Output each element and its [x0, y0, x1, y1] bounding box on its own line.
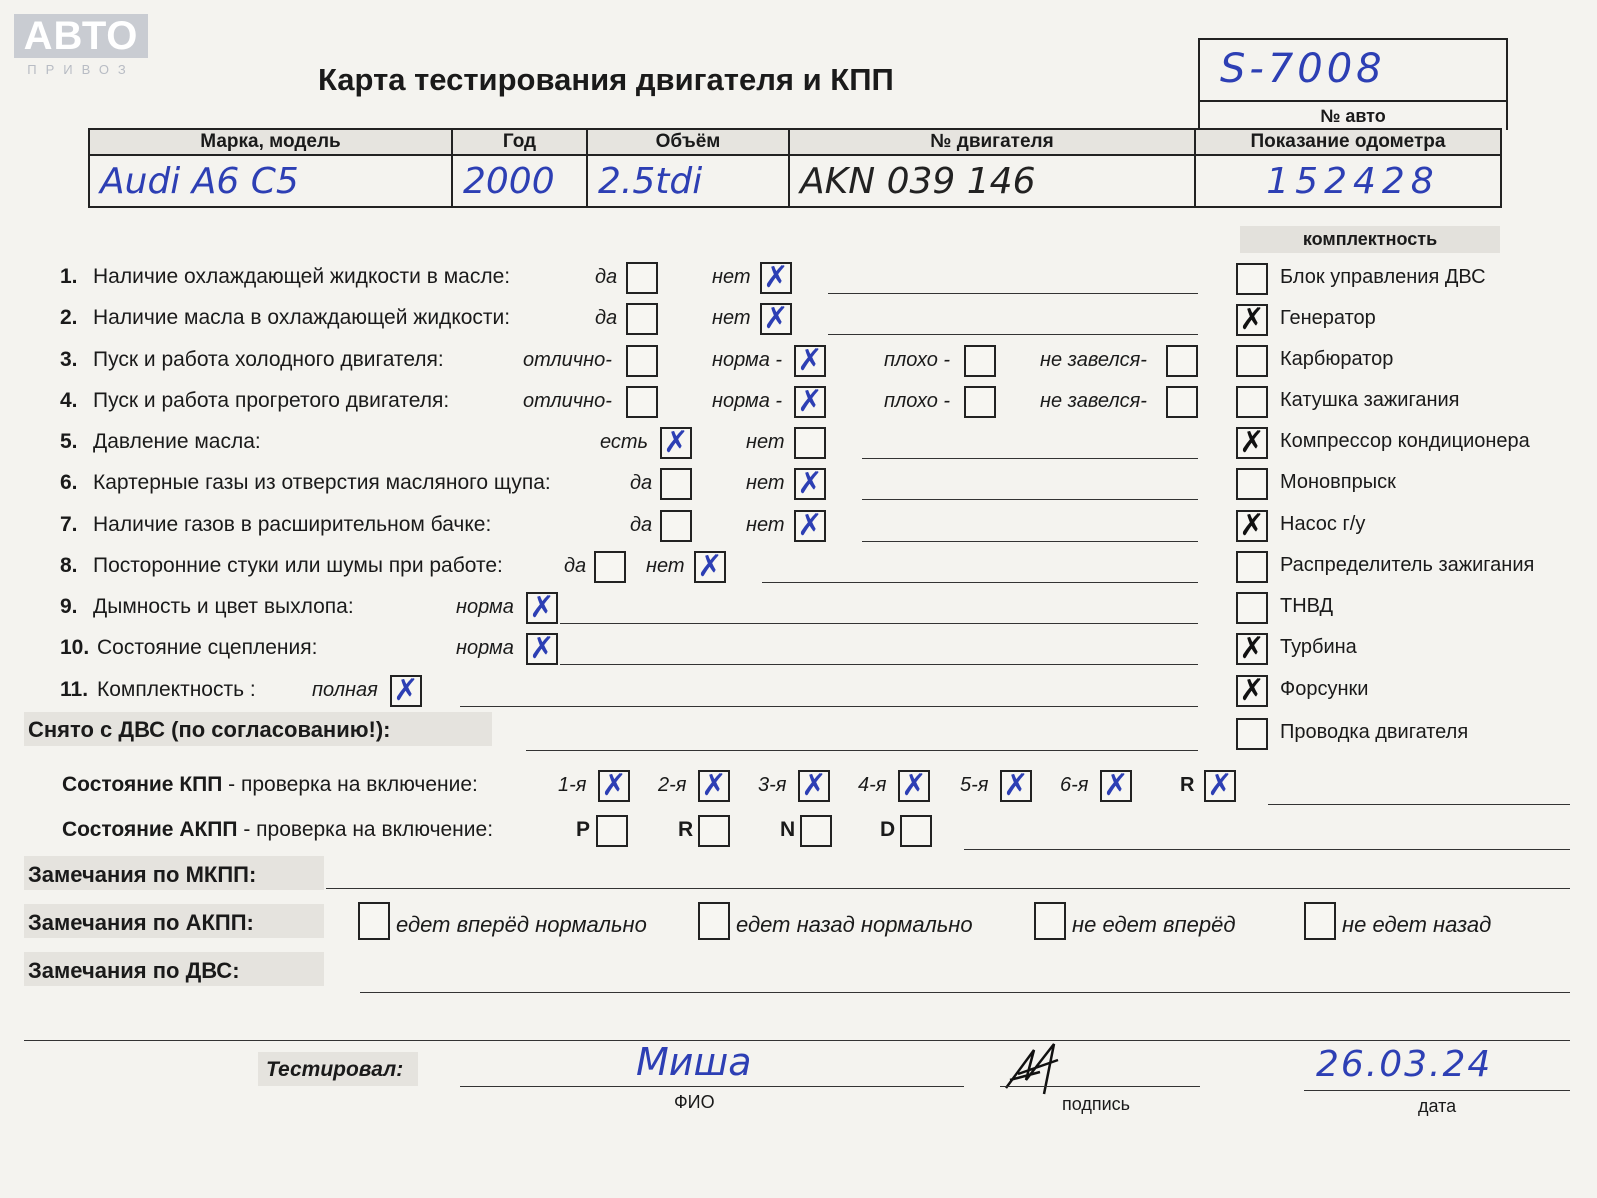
q6-note-line[interactable] — [862, 499, 1198, 500]
q6-text: Картерные газы из отверстия масляного щупа: — [93, 471, 551, 494]
q1-number: 1. — [60, 265, 78, 288]
completeness-checkbox[interactable] — [1236, 263, 1268, 295]
check-mark: ✗ — [1239, 631, 1265, 666]
kpp-label-rest: - проверка на включение: — [222, 773, 478, 796]
q8-opt-no-label: нет — [646, 555, 685, 577]
akpp-mode-label: R — [678, 818, 694, 841]
akpp-note-line[interactable] — [964, 849, 1570, 850]
q10-opt-normal-label: норма — [456, 637, 514, 659]
year-value: 2000 — [452, 155, 587, 207]
q4-opt-excellent-label: отлично- — [523, 390, 612, 412]
q3-excellent-checkbox[interactable] — [626, 345, 658, 377]
akpp-mode-checkbox[interactable] — [900, 815, 932, 847]
completeness-title: комплектность — [1240, 226, 1500, 253]
akpp-remark-checkbox[interactable] — [1034, 902, 1066, 940]
kpp-gear-label: 3-я — [758, 774, 787, 796]
year-label: Год — [452, 129, 587, 155]
q11-number: 11. — [60, 678, 89, 701]
q10-text: Состояние сцепления: — [97, 636, 318, 659]
check-mark: ✗ — [529, 631, 555, 666]
check-mark: ✗ — [1239, 425, 1265, 460]
q7-note-line[interactable] — [862, 541, 1198, 542]
completeness-label: Карбюратор — [1280, 348, 1394, 370]
completeness-checkbox[interactable] — [1236, 551, 1268, 583]
q3-opt-normal-label: норма - — [712, 349, 783, 371]
check-mark: ✗ — [801, 768, 827, 803]
q3-text: Пуск и работа холодного двигателя: — [93, 348, 444, 371]
stock-number: S-7008 — [1220, 46, 1386, 92]
check-mark: ✗ — [529, 590, 555, 625]
signature-label: подпись — [1062, 1094, 1131, 1114]
akpp-remarks-label: Замечания по АКПП: — [28, 910, 254, 935]
akpp-remark-label: не едет вперёд — [1072, 912, 1236, 937]
akpp-mode-checkbox[interactable] — [698, 815, 730, 847]
akpp-label-rest: - проверка на включение: — [237, 818, 494, 841]
kpp-gear-label: 4-я — [858, 774, 887, 796]
kpp-gear-label: R — [1180, 774, 1195, 796]
check-mark: ✗ — [797, 384, 823, 419]
q6-number: 6. — [60, 471, 78, 494]
dvs-remarks-label: Замечания по ДВС: — [28, 958, 240, 983]
logo-main-text: АВТО — [14, 14, 148, 58]
akpp-remark-checkbox[interactable] — [698, 902, 730, 940]
kpp-label-bold: Состояние КПП — [62, 773, 223, 796]
q7-opt-yes-label: да — [630, 514, 653, 536]
page-title: Карта тестирования двигателя и КПП — [318, 62, 894, 97]
volume-value: 2.5tdi — [587, 155, 789, 207]
fio-label: ФИО — [674, 1092, 715, 1112]
completeness-label: Турбина — [1280, 636, 1357, 658]
kpp-note-line[interactable] — [1268, 804, 1570, 805]
q5-opt-no-label: нет — [746, 431, 785, 453]
completeness-label: Генератор — [1280, 307, 1376, 329]
q1-yes-checkbox[interactable] — [626, 262, 658, 294]
q2-yes-checkbox[interactable] — [626, 303, 658, 335]
q8-note-line[interactable] — [762, 582, 1198, 583]
q5-number: 5. — [60, 430, 78, 453]
q7-text: Наличие газов в расширительном бачке: — [93, 513, 492, 536]
q4-bad-checkbox[interactable] — [964, 386, 996, 418]
q5-note-line[interactable] — [862, 458, 1198, 459]
q11-text: Комплектность : — [97, 678, 256, 701]
test-date: 26.03.24 — [1316, 1044, 1493, 1085]
dvs-remarks-line-2[interactable] — [24, 1040, 1570, 1041]
check-mark: ✗ — [1239, 508, 1265, 543]
signature-line[interactable] — [1000, 1086, 1200, 1087]
completeness-label: Моновпрыск — [1280, 471, 1396, 493]
engine-no-label: № двигателя — [789, 129, 1195, 155]
completeness-label: Катушка зажигания — [1280, 389, 1460, 411]
q9-note-line[interactable] — [560, 623, 1198, 624]
kpp-gear-label: 6-я — [1060, 774, 1089, 796]
completeness-checkbox[interactable] — [1236, 718, 1268, 750]
q6-opt-yes-label: да — [630, 472, 653, 494]
akpp-label — [62, 818, 493, 842]
completeness-label: Распределитель зажигания — [1280, 554, 1535, 576]
check-mark: ✗ — [1239, 673, 1265, 708]
q1-text: Наличие охлаждающей жидкости в масле: — [93, 265, 511, 288]
odometer-value: 152428 — [1195, 155, 1501, 207]
mkpp-remarks-line[interactable] — [326, 888, 1570, 889]
check-mark: ✗ — [1103, 768, 1129, 803]
q7-opt-no-label: нет — [746, 514, 785, 536]
akpp-mode-checkbox[interactable] — [800, 815, 832, 847]
vehicle-info-table — [88, 128, 1502, 208]
check-mark: ✗ — [901, 768, 927, 803]
q1-opt-no-label: нет — [712, 266, 751, 288]
fio-line[interactable] — [460, 1086, 964, 1087]
akpp-mode-label: P — [576, 818, 591, 841]
check-mark: ✗ — [601, 768, 627, 803]
volume-label: Объём — [587, 129, 789, 155]
check-mark: ✗ — [1207, 768, 1233, 803]
akpp-mode-checkbox[interactable] — [596, 815, 628, 847]
mkpp-remarks-label: Замечания по МКПП: — [28, 862, 257, 887]
q5-opt-yes-label: есть — [600, 431, 649, 453]
make-model-label: Марка, модель — [89, 129, 452, 155]
kpp-gear-label: 2-я — [658, 774, 687, 796]
removed-note-line[interactable] — [526, 750, 1198, 751]
logo-sub-text: ПРИВОЗ — [27, 62, 135, 77]
completeness-label: Насос г/у — [1280, 513, 1366, 535]
completeness-label: Проводка двигателя — [1280, 721, 1469, 743]
q4-nostart-checkbox[interactable] — [1166, 386, 1198, 418]
akpp-remark-checkbox[interactable] — [1304, 902, 1336, 940]
odometer-label: Показание одометра — [1195, 129, 1501, 155]
completeness-label: Компрессор кондиционера — [1280, 430, 1530, 452]
q4-text: Пуск и работа прогретого двигателя: — [93, 389, 450, 412]
auto-number-label: № авто — [1198, 100, 1508, 130]
q7-yes-checkbox[interactable] — [660, 510, 692, 542]
akpp-remark-label: едет назад нормально — [736, 912, 973, 937]
q1-note-line[interactable] — [828, 293, 1198, 294]
check-mark: ✗ — [763, 260, 789, 295]
q2-note-line[interactable] — [828, 334, 1198, 335]
check-mark: ✗ — [1239, 302, 1265, 337]
kpp-gear-label: 1-я — [558, 774, 587, 796]
q9-text: Дымность и цвет выхлопа: — [93, 595, 354, 618]
akpp-remark-label: едет вперёд нормально — [396, 912, 647, 937]
q9-opt-normal-label: норма — [456, 596, 514, 618]
make-model-value: Audi A6 C5 — [89, 155, 452, 207]
q2-number: 2. — [60, 306, 78, 329]
q2-opt-yes-label: да — [595, 307, 618, 329]
akpp-mode-label: N — [780, 818, 796, 841]
check-mark: ✗ — [763, 301, 789, 336]
check-mark: ✗ — [797, 466, 823, 501]
q6-opt-no-label: нет — [746, 472, 785, 494]
akpp-label-bold: Состояние АКПП — [62, 818, 238, 841]
check-mark: ✗ — [663, 425, 689, 460]
q3-opt-nostart-label: не завелся- — [1040, 349, 1147, 371]
q5-text: Давление масла: — [93, 430, 261, 453]
completeness-checkbox[interactable] — [1236, 468, 1268, 500]
q2-text: Наличие масла в охлаждающей жидкости: — [93, 306, 511, 329]
check-mark: ✗ — [393, 673, 419, 708]
q3-number: 3. — [60, 348, 78, 371]
q3-nostart-checkbox[interactable] — [1166, 345, 1198, 377]
q3-opt-excellent-label: отлично- — [523, 349, 612, 371]
check-mark: ✗ — [697, 549, 723, 584]
engine-no-value: AKN 039 146 — [789, 155, 1195, 207]
completeness-checkbox[interactable] — [1236, 345, 1268, 377]
q11-opt-full-label: полная — [312, 679, 378, 701]
check-mark: ✗ — [1003, 768, 1029, 803]
q6-yes-checkbox[interactable] — [660, 468, 692, 500]
date-line[interactable] — [1304, 1090, 1570, 1091]
dvs-remarks-line-1[interactable] — [360, 992, 1570, 993]
q8-opt-yes-label: да — [564, 555, 587, 577]
akpp-mode-label: D — [880, 818, 896, 841]
q3-bad-checkbox[interactable] — [964, 345, 996, 377]
q4-opt-nostart-label: не завелся- — [1040, 390, 1147, 412]
completeness-label: Блок управления ДВС — [1280, 266, 1486, 288]
logo — [14, 14, 150, 86]
q1-opt-yes-label: да — [595, 266, 618, 288]
q10-note-line[interactable] — [560, 664, 1198, 665]
q11-note-line[interactable] — [460, 706, 1198, 707]
kpp-gear-label: 5-я — [960, 774, 989, 796]
akpp-remark-label: не едет назад — [1342, 912, 1492, 937]
date-label: дата — [1418, 1096, 1457, 1116]
tested-label: Тестировал: — [266, 1058, 404, 1081]
q8-yes-checkbox[interactable] — [594, 551, 626, 583]
q9-number: 9. — [60, 595, 78, 618]
tester-name: Миша — [636, 1040, 752, 1084]
kpp-label — [62, 773, 478, 797]
completeness-label: ТНВД — [1280, 595, 1334, 617]
signature-image — [996, 1022, 1076, 1102]
check-mark: ✗ — [701, 768, 727, 803]
stock-number-box — [1198, 38, 1508, 102]
q8-text: Посторонние стуки или шумы при работе: — [93, 554, 503, 577]
q7-number: 7. — [60, 513, 78, 536]
q8-number: 8. — [60, 554, 78, 577]
q4-excellent-checkbox[interactable] — [626, 386, 658, 418]
completeness-label: Форсунки — [1280, 678, 1369, 700]
q2-opt-no-label: нет — [712, 307, 751, 329]
q4-opt-bad-label: плохо - — [884, 390, 951, 412]
q4-number: 4. — [60, 389, 78, 412]
completeness-checkbox[interactable] — [1236, 592, 1268, 624]
check-mark: ✗ — [797, 508, 823, 543]
q4-opt-normal-label: норма - — [712, 390, 783, 412]
completeness-checkbox[interactable] — [1236, 386, 1268, 418]
akpp-remark-checkbox[interactable] — [358, 902, 390, 940]
removed-label: Снято с ДВС (по согласованию!): — [28, 717, 391, 742]
q5-no-checkbox[interactable] — [794, 427, 826, 459]
q3-opt-bad-label: плохо - — [884, 349, 951, 371]
q10-number: 10. — [60, 636, 90, 659]
check-mark: ✗ — [797, 343, 823, 378]
